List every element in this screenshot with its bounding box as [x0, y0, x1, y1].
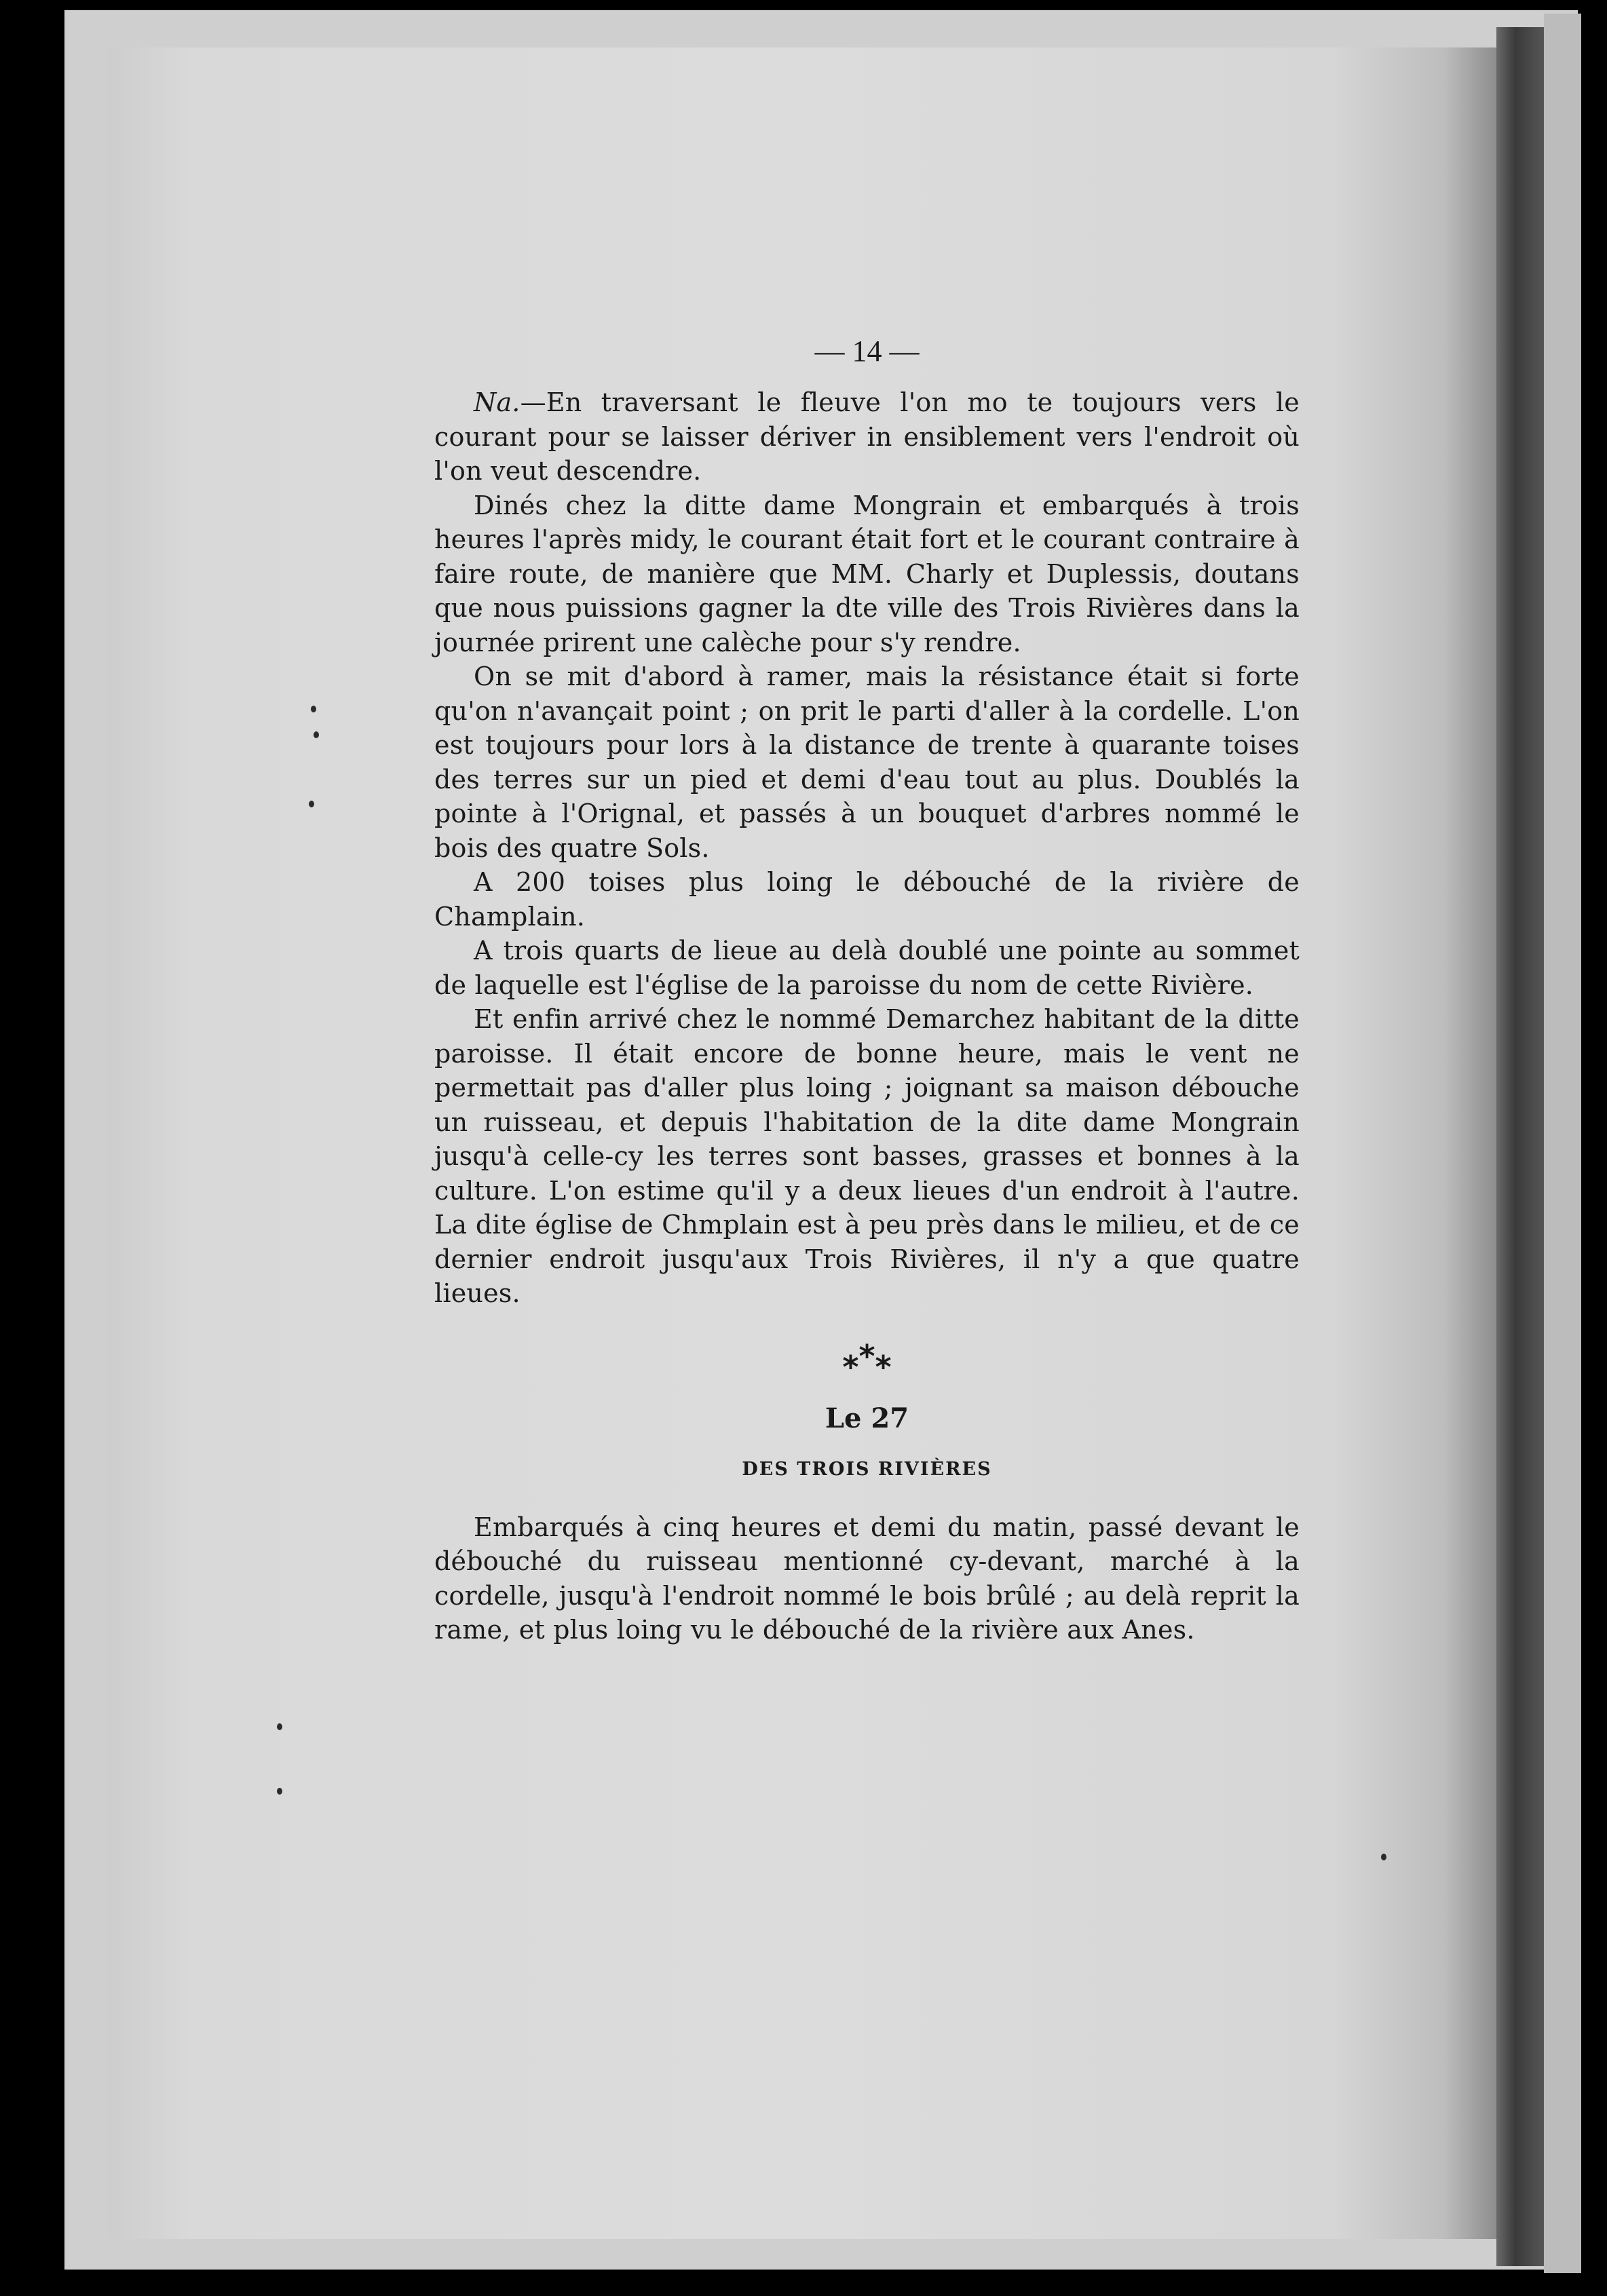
page-text-block: [434, 332, 1300, 1647]
page-edge: [1544, 14, 1581, 2273]
page-number: — 14 —: [814, 334, 920, 368]
asterisk-right: *: [875, 1348, 892, 1385]
paragraph-1: [434, 385, 1300, 489]
note-abbreviation: Na.: [474, 387, 521, 417]
paragraph-2: Dinés chez la ditte dame Mongrain et embarqués à trois heures l'après midy, le courant était fort et le courant contraire à faire route, de manière que MM. Charly et Duplessis, doutans que nous puissions gagner la dte ville des Trois Rivières dans la journée prirent une calèche pour s'y rendre.: [434, 490, 1300, 657]
paragraph-3: On se mit d'abord à ramer, mais la résistance était si forte qu'on n'avançait point ; on prit le parti d'aller à la cordelle. L'on est toujours pour lors à la distance de trente à quarante toises des terres sur un pied et demi d'eau tout au plus. Doublés la pointe à l'Orignal, et passés à un bouquet d'arbres nommé le bois des quatre Sols.: [434, 662, 1300, 863]
margin-speck: [311, 706, 316, 712]
paragraph-text: —En traversant le fleuve l'on mo te toujours vers le courant pour se laisser dériver in ensiblement vers l'endroit où l'on veut descendre.: [434, 387, 1300, 486]
paragraph-4: A 200 toises plus loing le débouché de la rivière de Champlain.: [434, 867, 1300, 932]
margin-speck: [314, 731, 319, 738]
margin-speck: [309, 801, 314, 807]
asterism-divider: [434, 1337, 1300, 1385]
margin-speck: [1381, 1854, 1386, 1860]
section-subtitle: DES TROIS RIVIÈRES: [742, 1458, 992, 1480]
section-title: Le 27: [825, 1402, 909, 1434]
asterisk-middle: *: [858, 1337, 875, 1375]
asterisk-left: *: [842, 1348, 859, 1385]
margin-speck: [277, 1723, 282, 1730]
closing-paragraph: Embarqués à cinq heures et demi du matin, passé devant le débouché du ruisseau mentionné cy-devant, marché à la cordelle, jusqu'à l'endroit nommé le bois brûlé ; au delà reprit la rame, et plus loing vu le débouché de la rivière aux Anes.: [434, 1512, 1300, 1645]
margin-speck: [277, 1788, 282, 1795]
book-spine-shadow: [1496, 27, 1544, 2266]
paragraph-6: Et enfin arrivé chez le nommé Demarchez habitant de la ditte paroisse. Il était encore de bonne heure, mais le vent ne permettait pas d'aller plus loing ; joignant sa maison débouche un ruisseau, et depuis l'habitation de la dite dame Mongrain jusqu'à celle-cy les terres sont basses, grasses et bonnes à la culture. L'on estime qu'il y a deux lieues d'un endroit à l'autre. La dite église de Chmplain est à peu près dans le milieu, et de ce dernier endroit jusqu'aux Trois Rivières, il n'y a que quatre lieues.: [434, 1004, 1300, 1308]
paragraph-5: A trois quarts de lieue au delà doublé une pointe au sommet de laquelle est l'église de la paroisse du nom de cette Rivière.: [434, 936, 1300, 1000]
